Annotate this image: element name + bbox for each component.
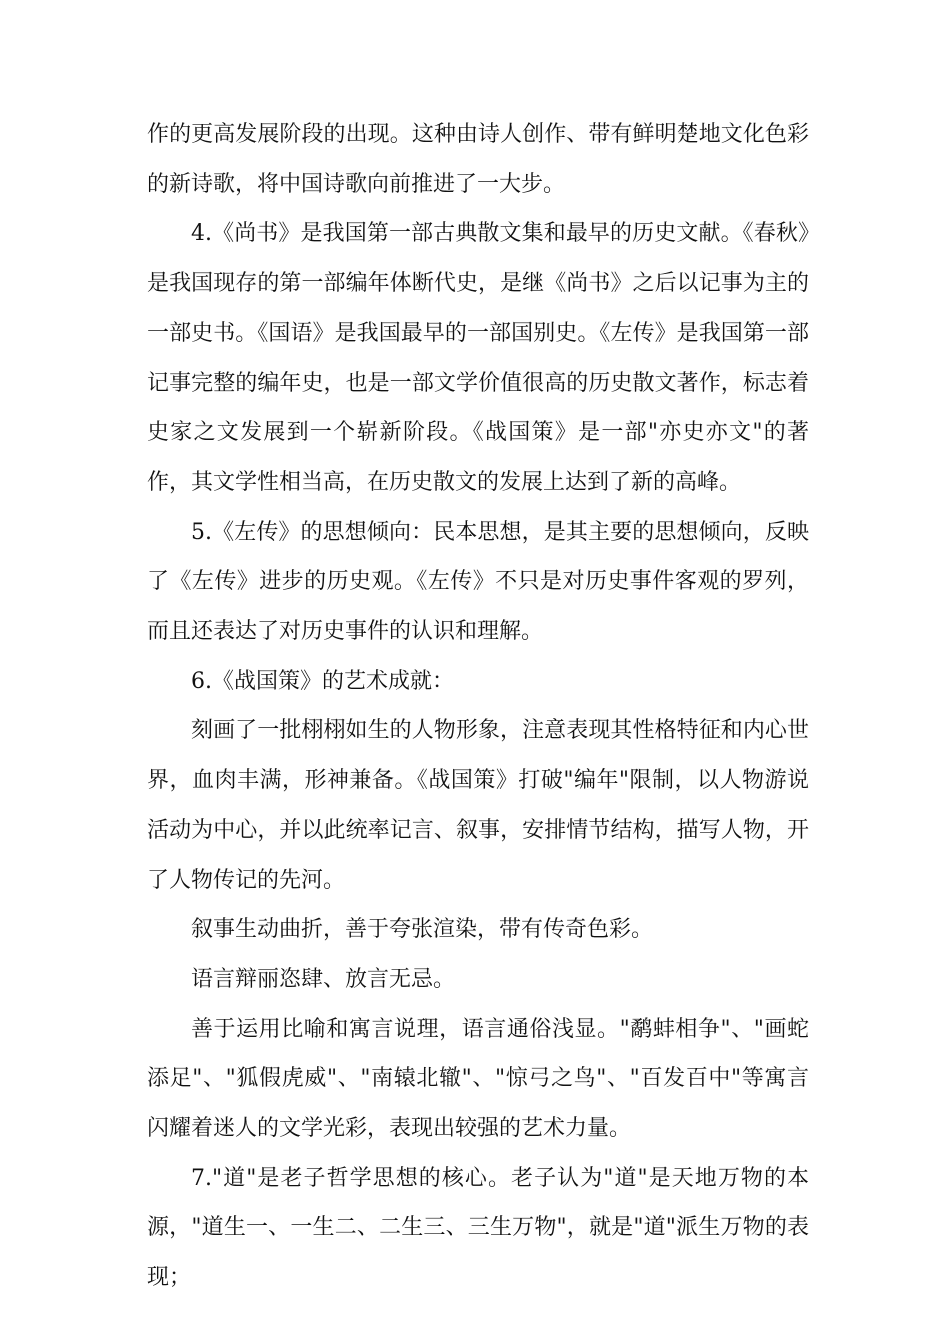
paragraph-item-6-heading: 6.《战国策》的艺术成就： [191, 668, 454, 694]
paragraph-continuation: 作的更高发展阶段的出现。这种由诗人创作、带有鲜明楚地文化色彩的新诗歌，将中国诗歌向前推进了一大步。 [147, 122, 809, 197]
paragraph-achievement-narrative: 叙事生动曲折，善于夸张渲染，带有传奇色彩。 [191, 917, 654, 943]
paragraph-achievement-characters: 刻画了一批栩栩如生的人物形象，注意表现其性格特征和内心世界，血肉丰满，形神兼备。《战国策》打破"编年"限制，以人物游说活动为中心，并以此统率记言、叙事，安排情节结构，描写人物，开了人物传记的先河。 [147, 718, 809, 893]
paragraph-item-4: 4.《尚书》是我国第一部古典散文集和最早的历史文献。《春秋》是我国现存的第一部编年体断代史，是继《尚书》之后以记事为主的一部史书。《国语》是我国最早的一部国别史。《左传》是我国第一部记事完整的编年史，也是一部文学价值很高的历史散文著作，标志着史家之文发展到一个崭新阶段。《战国策》是一部"亦史亦文"的著作，其文学性相当高，在历史散文的发展上达到了新的高峰。 [147, 221, 809, 495]
paragraph-item-7: 7."道"是老子哲学思想的核心。老子认为"道"是天地万物的本源，"道生一、一生二、二生三、三生万物"，就是"道"派生万物的表现； [147, 1165, 809, 1291]
paragraph-item-5: 5.《左传》的思想倾向：民本思想，是其主要的思想倾向，反映了《左传》进步的历史观。《左传》不只是对历史事件客观的罗列，而且还表达了对历史事件的认识和理解。 [147, 519, 809, 645]
document-body [147, 110, 809, 1303]
paragraph-achievement-fables: 善于运用比喻和寓言说理，语言通俗浅显。"鹬蚌相争"、"画蛇添足"、"狐假虎威"、"南辕北辙"、"惊弓之鸟"、"百发百中"等寓言闪耀着迷人的文学光彩，表现出较强的艺术力量。 [147, 1016, 809, 1142]
paragraph-achievement-language: 语言辩丽恣肆、放言无忌。 [191, 966, 456, 992]
